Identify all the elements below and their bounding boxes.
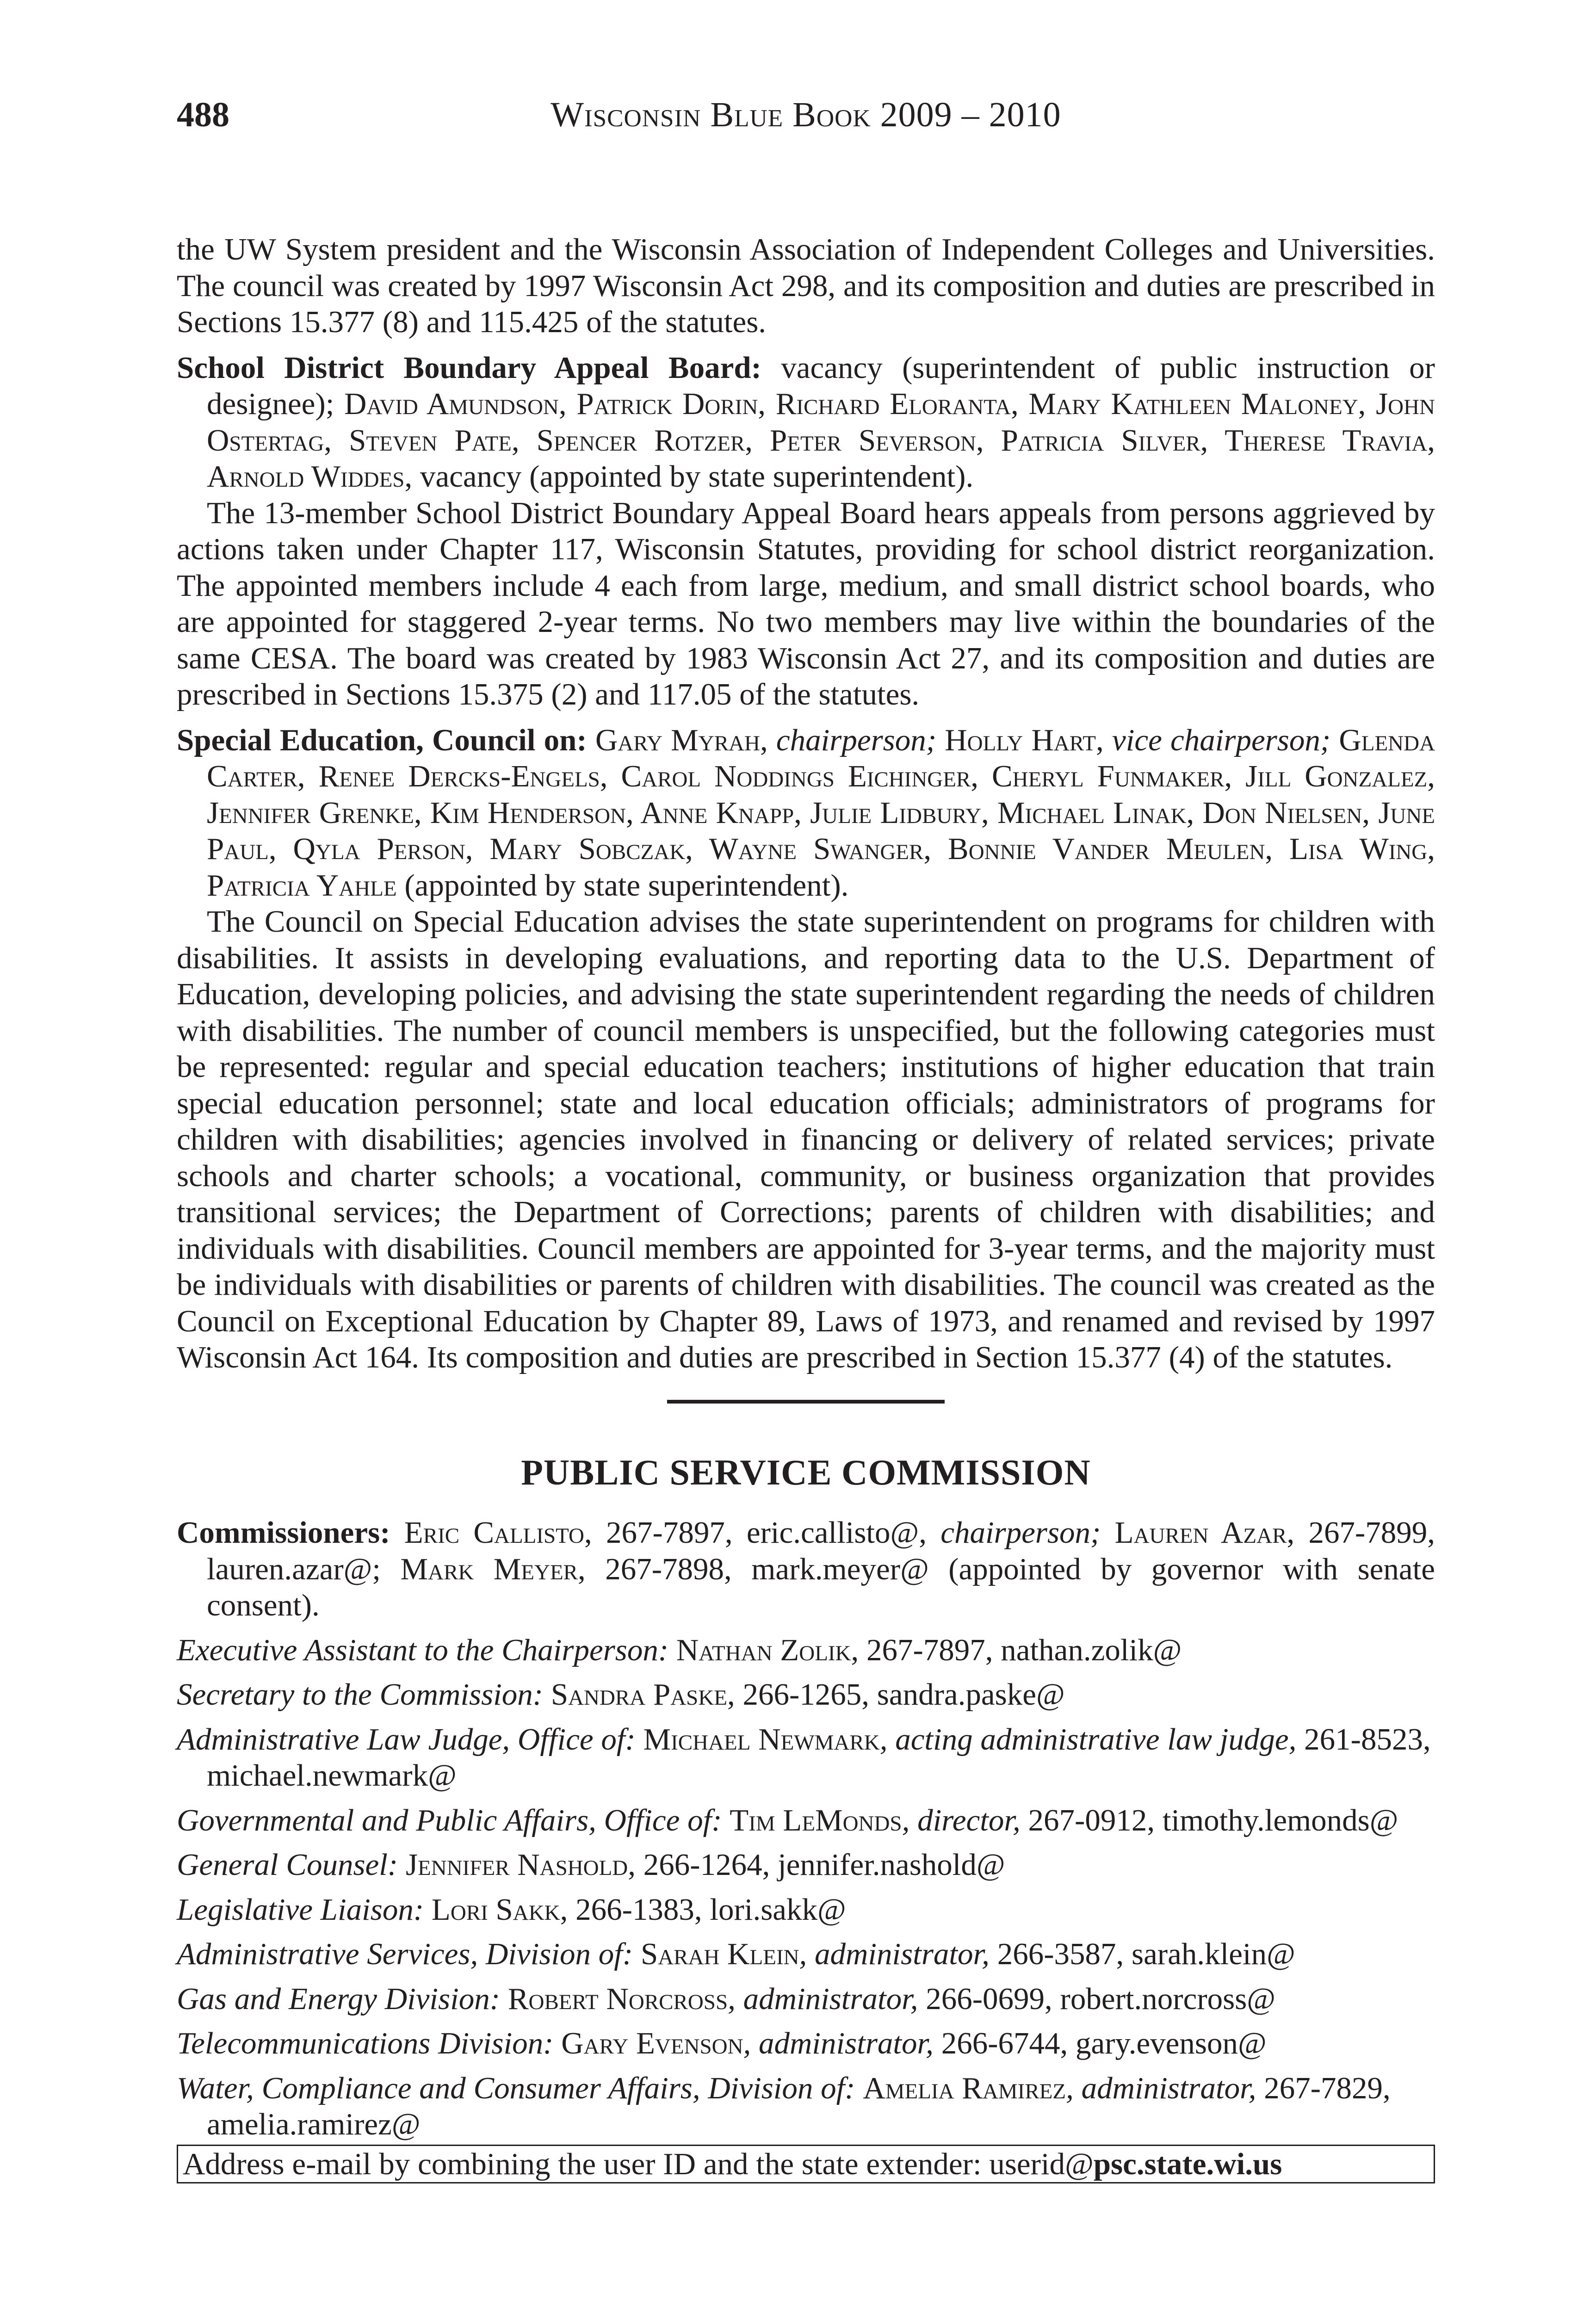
staff-entry — [177, 1802, 1435, 1839]
commissioners-label: Commissioners: — [177, 1515, 390, 1550]
special-education-entry — [177, 722, 1435, 904]
chair-name: Gary Myrah — [595, 723, 760, 757]
staff-name: Michael Newmark — [643, 1722, 880, 1756]
boundary-board-text1: vacancy (superintendent of public instruction or designee); — [207, 350, 1435, 421]
staff-role: , administrator, — [799, 1937, 990, 1971]
section-divider — [667, 1400, 945, 1404]
boundary-board-members: David Amundson, Patrick Dorin, Richard Eloranta, Mary Kathleen Maloney, John Ostertag, Steven Pate, Spencer Rotzer, Peter Severson, Patricia Silver, Therese Travia, Arnold Widdes — [207, 387, 1435, 494]
staff-contact: 261-8523, michael.newmark@ — [207, 1722, 1431, 1793]
page-number: 488 — [177, 95, 229, 134]
staff-list — [177, 1632, 1435, 2143]
vice-chair-title: vice chairperson; — [1112, 723, 1331, 757]
email-note — [177, 2145, 1435, 2184]
staff-name: Sarah Klein — [640, 1937, 799, 1971]
staff-name: Jennifer Nashold — [405, 1848, 628, 1882]
staff-entry — [177, 1847, 1435, 1883]
staff-name: Tim LeMonds — [730, 1803, 902, 1837]
page-header — [177, 95, 1435, 150]
staff-office: Governmental and Public Affairs, Office of: — [177, 1803, 722, 1837]
staff-office: Water, Compliance and Consumer Affairs, Division of: — [177, 2071, 855, 2105]
section-title: PUBLIC SERVICE COMMISSION — [521, 1452, 1091, 1492]
email-note-domain: psc.state.wi.us — [1093, 2146, 1282, 2181]
staff-entry — [177, 1892, 1435, 1928]
staff-entry — [177, 1676, 1435, 1713]
staff-role: , administrator, — [728, 1981, 918, 2016]
staff-name: Nathan Zolik — [676, 1633, 851, 1667]
commissioner-3-contact: , 267-7898, mark.meyer@ (appointed by governor with senate consent). — [207, 1552, 1435, 1622]
vice-separator: , — [1096, 723, 1112, 757]
commissioner-1-name: Eric Callisto — [404, 1515, 584, 1550]
staff-office: Telecommunications Division: — [177, 2026, 554, 2060]
staff-entry — [177, 1981, 1435, 2017]
staff-role: , administrator, — [1066, 2071, 1256, 2105]
staff-name: Gary Evenson — [561, 2026, 743, 2060]
staff-contact: 267-0912, timothy.lemonds@ — [1020, 1803, 1398, 1837]
staff-office: General Counsel: — [177, 1848, 398, 1882]
boundary-board-description: The 13-member School District Boundary Appeal Board hears appeals from persons aggrieved by actions taken under Chapter 117, Wisconsin Statutes, providing for school district reorganization. The appointed members include 4 each from large, medium, and small district school boards, who are appointed for staggered 2-year terms. No two members may live within the boundaries of the same CESA. The board was created by 1983 Wisconsin Act 27, and its composition and duties are prescribed in Sections 15.375 (2) and 117.05 of the statutes. — [177, 495, 1435, 711]
commissioner-1-role: chairperson; — [940, 1515, 1101, 1550]
staff-entry — [177, 1936, 1435, 1973]
staff-contact: 267-7829, amelia.ramirez@ — [207, 2071, 1391, 2141]
staff-office: Gas and Energy Division: — [177, 1981, 501, 2016]
staff-name: Amelia Ramirez — [863, 2071, 1066, 2105]
chair-title: chairperson; — [776, 723, 937, 757]
staff-contact: , 266-1265, sandra.paske@ — [727, 1677, 1065, 1712]
special-education-label: Special Education, Council on: — [177, 723, 587, 757]
staff-entry — [177, 1721, 1435, 1794]
staff-contact: , 266-1383, lori.sakk@ — [560, 1892, 846, 1927]
staff-entry — [177, 1632, 1435, 1669]
staff-role: , administrator, — [743, 2026, 934, 2060]
page-body — [177, 231, 1435, 2183]
intro-paragraph: the UW System president and the Wisconsin Association of Independent Colleges and Universities. The council was created by 1997 Wisconsin Act 298, and its composition and duties are prescribed in Sections 15.377 (8) and 115.425 of the statutes. — [177, 232, 1435, 339]
staff-office: Legislative Liaison: — [177, 1892, 424, 1927]
staff-office: Secretary to the Commission: — [177, 1677, 544, 1712]
staff-name: Robert Norcross — [507, 1981, 728, 2016]
staff-entry — [177, 2070, 1435, 2143]
running-title: Wisconsin Blue Book 2009 – 2010 — [551, 95, 1061, 134]
special-education-members: Glenda Carter, Renee Dercks-Engels, Carol Noddings Eichinger, Cheryl Funmaker, Jill Gonzalez, Jennifer Grenke, Kim Henderson, Anne Knapp, Julie Lidbury, Michael Linak, Don Nielsen, June Paul, Qyla Person, Mary Sobczak, Wayne Swanger, Bonnie Vander Meulen, Lisa Wing, Patricia Yahle — [207, 723, 1435, 903]
boundary-board-entry — [177, 350, 1435, 495]
staff-entry — [177, 2025, 1435, 2062]
vice-chair-name: Holly Hart — [945, 723, 1096, 757]
commissioner-2-name: Lauren Azar — [1114, 1515, 1287, 1550]
commissioner-2-contact: , 267-7899, lauren.azar@; — [207, 1515, 1435, 1586]
boundary-board-text2: , vacancy (appointed by state superintendent). — [404, 459, 974, 494]
chair-separator: , — [760, 723, 776, 757]
staff-contact: , 266-1264, jennifer.nashold@ — [628, 1848, 1005, 1882]
staff-name: Sandra Paske — [551, 1677, 727, 1712]
staff-contact: 266-0699, robert.norcross@ — [918, 1981, 1275, 2016]
special-education-appointed: (appointed by state superintendent). — [396, 868, 849, 903]
staff-role: , director, — [902, 1803, 1021, 1837]
email-note-text: Address e-mail by combining the user ID and the state extender: userid@ — [183, 2146, 1094, 2181]
boundary-board-label: School District Boundary Appeal Board: — [177, 350, 761, 385]
staff-office: Executive Assistant to the Chairperson: — [177, 1633, 669, 1667]
commissioner-1-contact: , 267-7897, eric.callisto@, — [584, 1515, 941, 1550]
staff-name: Lori Sakk — [431, 1892, 560, 1927]
special-education-description: The Council on Special Education advises the state superintendent on programs for children with disabilities. It assists in developing evaluations, and reporting data to the U.S. Department of Education, developing policies, and advising the state superintendent regarding the needs of children with disabilities. The number of council members is unspecified, but the following categories must be represented: regular and special education teachers; institutions of higher education that train special education personnel; state and local education officials; administrators of programs for children with disabilities; agencies involved in financing or delivery of related services; private schools and charter schools; a vocational, community, or business organization that provides transitional services; the Department of Corrections; parents of children with disabilities; and individuals with disabilities. Council members are appointed for 3-year terms, and the majority must be individuals with disabilities or parents of children with disabilities. The council was created as the Council on Exceptional Education by Chapter 89, Laws of 1973, and renamed and revised by 1997 Wisconsin Act 164. Its composition and duties are prescribed in Section 15.377 (4) of the statutes. — [177, 904, 1435, 1374]
commissioner-3-name: Mark Meyer — [400, 1552, 578, 1586]
staff-office: Administrative Services, Division of: — [177, 1937, 633, 1971]
staff-office: Administrative Law Judge, Office of: — [177, 1722, 636, 1756]
staff-contact: , 267-7897, nathan.zolik@ — [851, 1633, 1182, 1667]
commissioners-entry — [177, 1515, 1435, 1624]
staff-contact: 266-3587, sarah.klein@ — [989, 1937, 1295, 1971]
staff-role: , acting administrative law judge, — [879, 1722, 1297, 1756]
staff-contact: 266-6744, gary.evenson@ — [933, 2026, 1267, 2060]
